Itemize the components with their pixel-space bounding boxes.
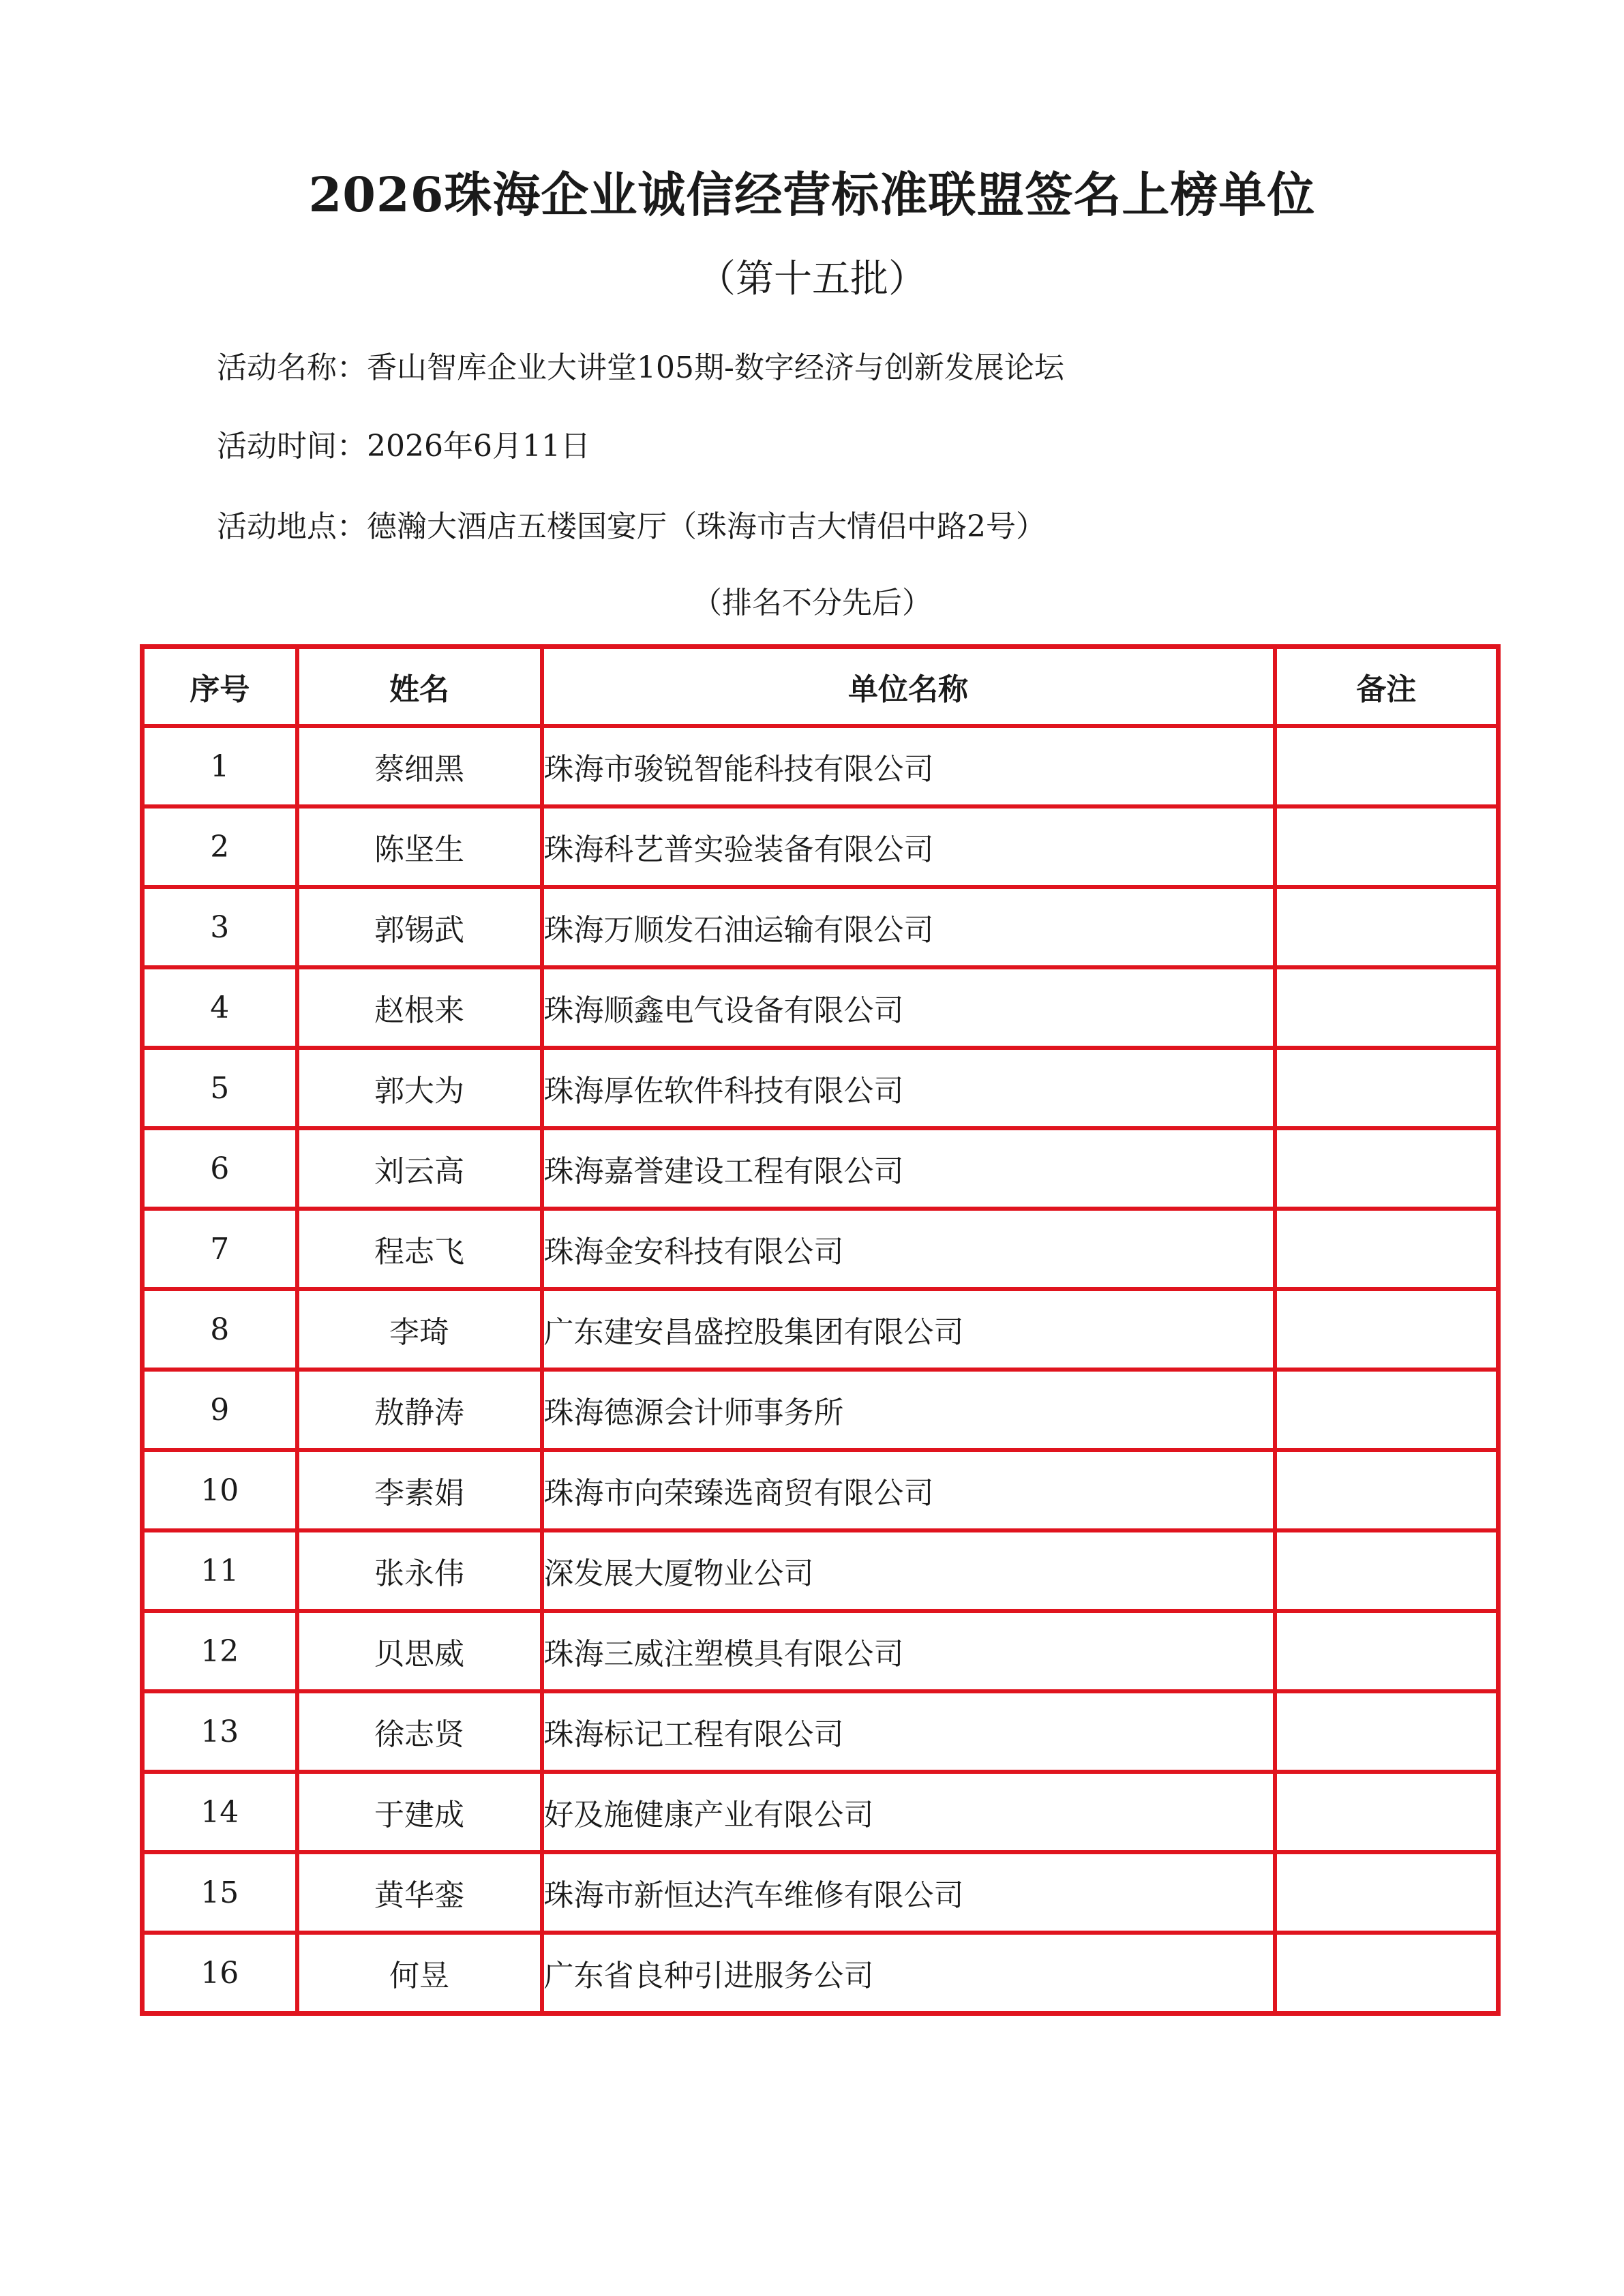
cell-org: 珠海三威注塑模具有限公司 (542, 1611, 1275, 1691)
roster-table (140, 644, 1501, 2016)
cell-name: 赵根来 (297, 967, 542, 1048)
header-org: 单位名称 (542, 647, 1275, 727)
cell-org: 珠海市骏锐智能科技有限公司 (542, 726, 1275, 806)
table-row (142, 1128, 1499, 1209)
batch-subtitle: （第十五批） (697, 257, 927, 301)
activity-place-line (217, 503, 1046, 551)
cell-remark (1275, 887, 1499, 967)
table-row (142, 887, 1499, 967)
cell-name: 张永伟 (297, 1530, 542, 1611)
cell-remark (1275, 1209, 1499, 1289)
table-row (142, 967, 1499, 1048)
activity-time-line (217, 423, 590, 470)
cell-name: 程志飞 (297, 1209, 542, 1289)
table-row (142, 1289, 1499, 1370)
cell-name: 敖静涛 (297, 1370, 542, 1450)
cell-org: 广东省良种引进服务公司 (542, 1933, 1275, 2014)
table-row (142, 1048, 1499, 1128)
activity-time-label: 活动时间： (217, 429, 367, 464)
cell-org: 珠海嘉誉建设工程有限公司 (542, 1128, 1275, 1209)
table-row (142, 1852, 1499, 1933)
page-title: 2026珠海企业诚信经营标准联盟签名上榜单位 (308, 166, 1316, 223)
cell-seq: 12 (142, 1611, 297, 1691)
table-row (142, 1772, 1499, 1852)
cell-org: 珠海顺鑫电气设备有限公司 (542, 967, 1275, 1048)
header-name: 姓名 (297, 647, 542, 727)
cell-seq: 6 (142, 1128, 297, 1209)
cell-remark (1275, 1691, 1499, 1772)
cell-seq: 9 (142, 1370, 297, 1450)
table-row (142, 1209, 1499, 1289)
cell-org: 好及施健康产业有限公司 (542, 1772, 1275, 1852)
cell-remark (1275, 1530, 1499, 1611)
table-row (142, 1611, 1499, 1691)
cell-remark (1275, 967, 1499, 1048)
cell-remark (1275, 1933, 1499, 2014)
table-header-row (142, 647, 1499, 727)
cell-name: 于建成 (297, 1772, 542, 1852)
activity-name-value: 香山智库企业大讲堂105期-数字经济与创新发展论坛 (367, 350, 1064, 385)
cell-name: 贝思威 (297, 1611, 542, 1691)
cell-org: 珠海德源会计师事务所 (542, 1370, 1275, 1450)
table-row (142, 806, 1499, 887)
cell-seq: 5 (142, 1048, 297, 1128)
cell-seq: 14 (142, 1772, 297, 1852)
cell-remark (1275, 1048, 1499, 1128)
cell-remark (1275, 806, 1499, 887)
activity-time-value: 2026年6月11日 (367, 429, 590, 464)
cell-remark (1275, 1450, 1499, 1530)
header-remark: 备注 (1275, 647, 1499, 727)
cell-seq: 11 (142, 1530, 297, 1611)
table-row (142, 726, 1499, 806)
cell-remark (1275, 1611, 1499, 1691)
cell-seq: 3 (142, 887, 297, 967)
table-row (142, 1691, 1499, 1772)
cell-org: 珠海市向荣臻选商贸有限公司 (542, 1450, 1275, 1530)
cell-remark (1275, 1852, 1499, 1933)
cell-org: 珠海万顺发石油运输有限公司 (542, 887, 1275, 967)
cell-seq: 10 (142, 1450, 297, 1530)
cell-remark (1275, 1289, 1499, 1370)
cell-remark (1275, 1772, 1499, 1852)
activity-place-value: 德瀚大酒店五楼国宴厅（珠海市吉大情侣中路2号） (367, 509, 1046, 544)
ordering-note: （排名不分先后） (692, 586, 932, 620)
cell-seq: 1 (142, 726, 297, 806)
cell-name: 徐志贤 (297, 1691, 542, 1772)
cell-remark (1275, 726, 1499, 806)
cell-org: 珠海厚佐软件科技有限公司 (542, 1048, 1275, 1128)
cell-org: 珠海市新恒达汽车维修有限公司 (542, 1852, 1275, 1933)
activity-name-line (217, 344, 1064, 392)
cell-seq: 15 (142, 1852, 297, 1933)
cell-name: 何昱 (297, 1933, 542, 2014)
activity-name-label: 活动名称： (217, 350, 367, 385)
cell-seq: 2 (142, 806, 297, 887)
cell-seq: 16 (142, 1933, 297, 2014)
cell-name: 蔡细黑 (297, 726, 542, 806)
table-row (142, 1933, 1499, 2014)
cell-seq: 13 (142, 1691, 297, 1772)
cell-seq: 8 (142, 1289, 297, 1370)
cell-name: 李琦 (297, 1289, 542, 1370)
cell-remark (1275, 1128, 1499, 1209)
cell-name: 李素娟 (297, 1450, 542, 1530)
cell-remark (1275, 1370, 1499, 1450)
cell-seq: 4 (142, 967, 297, 1048)
cell-name: 刘云高 (297, 1128, 542, 1209)
table-row (142, 1530, 1499, 1611)
table-row (142, 1450, 1499, 1530)
activity-place-label: 活动地点： (217, 509, 367, 544)
cell-name: 郭锡武 (297, 887, 542, 967)
cell-org: 深发展大厦物业公司 (542, 1530, 1275, 1611)
cell-org: 珠海标记工程有限公司 (542, 1691, 1275, 1772)
header-seq: 序号 (142, 647, 297, 727)
cell-org: 广东建安昌盛控股集团有限公司 (542, 1289, 1275, 1370)
cell-name: 陈坚生 (297, 806, 542, 887)
cell-org: 珠海金安科技有限公司 (542, 1209, 1275, 1289)
cell-org: 珠海科艺普实验装备有限公司 (542, 806, 1275, 887)
cell-name: 黄华銮 (297, 1852, 542, 1933)
cell-seq: 7 (142, 1209, 297, 1289)
table-row (142, 1370, 1499, 1450)
cell-name: 郭大为 (297, 1048, 542, 1128)
